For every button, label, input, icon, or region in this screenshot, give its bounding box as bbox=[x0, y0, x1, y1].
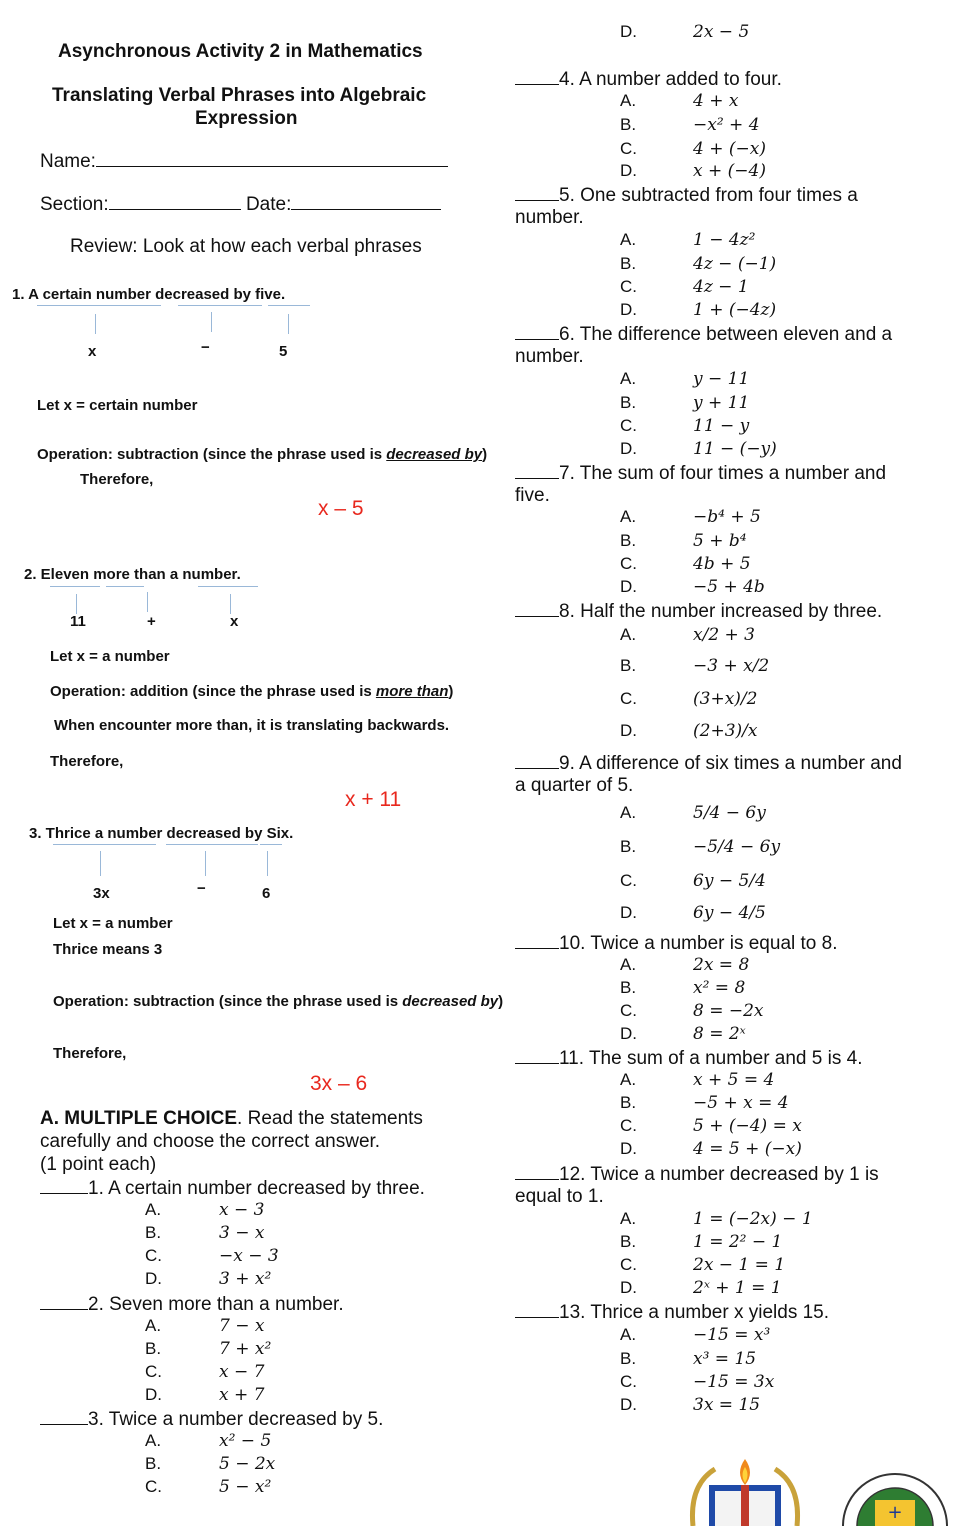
question-3: 3. Twice a number decreased by 5. bbox=[40, 1408, 383, 1431]
q8-choice-b-expr: −3 + x/2 bbox=[693, 656, 770, 676]
q9-choice-d-expr: 6y − 4/5 bbox=[693, 903, 766, 923]
answer-blank-5[interactable] bbox=[515, 184, 559, 201]
question-7-cont: five. bbox=[515, 485, 550, 506]
answer-blank-13[interactable] bbox=[515, 1301, 559, 1318]
q10-choice-a[interactable]: A. bbox=[620, 955, 637, 974]
department-logo bbox=[685, 1455, 805, 1526]
q9-choice-c-expr: 6y − 5/4 bbox=[693, 871, 766, 891]
mc-heading: A. MULTIPLE CHOICE. Read the statements bbox=[40, 1108, 423, 1129]
question-12-cont: equal to 1. bbox=[515, 1186, 604, 1207]
q10-choice-d[interactable]: D. bbox=[620, 1024, 637, 1043]
example2-therefore: Therefore, bbox=[50, 753, 124, 770]
q9-choice-d[interactable]: D. bbox=[620, 903, 637, 922]
name-row bbox=[40, 150, 448, 173]
question-6-cont: number. bbox=[515, 346, 584, 367]
example2-phrase: 2. Eleven more than a number. bbox=[24, 566, 241, 583]
q13-choice-d-expr: 3x = 15 bbox=[693, 1395, 761, 1415]
q1-choice-b-expr: 3 − x bbox=[219, 1223, 265, 1243]
example3-operation: Operation: subtraction (since the phrase used is decreased by) bbox=[53, 993, 504, 1010]
example1-part-1: x bbox=[88, 343, 97, 360]
answer-blank-11[interactable] bbox=[515, 1047, 559, 1064]
q2-choice-a-expr: 7 − x bbox=[219, 1316, 265, 1336]
question-1: 1. A certain number decreased by three. bbox=[40, 1177, 425, 1200]
q2-choice-c[interactable]: C. bbox=[145, 1362, 162, 1381]
question-11: 11. The sum of a number and 5 is 4. bbox=[515, 1047, 862, 1070]
q1-choice-d[interactable]: D. bbox=[145, 1269, 162, 1288]
q8-choice-d[interactable]: D. bbox=[620, 721, 637, 740]
q7-choice-a-expr: −b⁴ + 5 bbox=[693, 507, 761, 527]
answer-blank-12[interactable] bbox=[515, 1163, 559, 1180]
q1-choice-c-expr: −x − 3 bbox=[219, 1246, 279, 1266]
q9-choice-c[interactable]: C. bbox=[620, 871, 637, 890]
q5-choice-a-expr: 1 − 4z² bbox=[693, 230, 756, 250]
answer-blank-4[interactable] bbox=[515, 68, 559, 85]
school-seal-logo bbox=[840, 1470, 950, 1526]
answer-blank-2[interactable] bbox=[40, 1293, 88, 1310]
q1-choice-b[interactable]: B. bbox=[145, 1223, 162, 1242]
q7-choice-a[interactable]: A. bbox=[620, 507, 637, 526]
example2-part-3: x bbox=[230, 613, 239, 630]
q4-choice-b-expr: −x² + 4 bbox=[693, 115, 760, 135]
question-10: 10. Twice a number is equal to 8. bbox=[515, 932, 837, 955]
example3-let: Let x = a number bbox=[53, 915, 173, 932]
q3-choice-a-expr: x² − 5 bbox=[219, 1431, 272, 1451]
q13-choice-c-expr: −15 = 3x bbox=[693, 1372, 775, 1392]
q6-choice-a[interactable]: A. bbox=[620, 369, 637, 388]
q13-choice-a-expr: −15 = x³ bbox=[693, 1325, 771, 1345]
q11-choice-b-expr: −5 + x = 4 bbox=[693, 1093, 789, 1113]
q6-choice-b-expr: y + 11 bbox=[693, 393, 750, 413]
top-choice-d[interactable]: D. bbox=[620, 22, 637, 41]
q6-choice-d[interactable]: D. bbox=[620, 439, 637, 458]
question-13: 13. Thrice a number x yields 15. bbox=[515, 1301, 829, 1324]
question-12: 12. Twice a number decreased by 1 is bbox=[515, 1163, 879, 1186]
example3-answer: 3x – 6 bbox=[310, 1072, 368, 1095]
example1-answer: x – 5 bbox=[318, 497, 364, 520]
q11-choice-d-expr: 4 = 5 + (−x) bbox=[693, 1139, 802, 1159]
q7-choice-b[interactable]: B. bbox=[620, 531, 637, 550]
q7-choice-b-expr: 5 + b⁴ bbox=[693, 531, 747, 551]
q5-choice-c[interactable]: C. bbox=[620, 277, 637, 296]
example2-answer: x + 11 bbox=[345, 788, 402, 811]
q5-choice-d-expr: 1 + (−4z) bbox=[693, 300, 777, 320]
q1-choice-a[interactable]: A. bbox=[145, 1200, 162, 1219]
section-date-row bbox=[40, 193, 441, 216]
q2-choice-c-expr: x − 7 bbox=[219, 1362, 265, 1382]
q4-choice-b[interactable]: B. bbox=[620, 115, 637, 134]
example3-therefore: Therefore, bbox=[53, 1045, 127, 1062]
mc-instructions: carefully and choose the correct answer. bbox=[40, 1131, 381, 1152]
q8-choice-a[interactable]: A. bbox=[620, 625, 637, 644]
example1-therefore: Therefore, bbox=[80, 471, 154, 488]
q13-choice-d[interactable]: D. bbox=[620, 1395, 637, 1414]
q3-choice-c-expr: 5 − x² bbox=[219, 1477, 272, 1497]
mc-points: (1 point each) bbox=[40, 1154, 157, 1175]
q8-choice-b[interactable]: B. bbox=[620, 656, 637, 675]
date-label: Date: bbox=[245, 194, 292, 215]
section-blank[interactable] bbox=[109, 193, 241, 210]
q13-choice-b-expr: x³ = 15 bbox=[693, 1349, 757, 1369]
q8-choice-a-expr: x/2 + 3 bbox=[693, 625, 755, 645]
q12-choice-d-expr: 2ˣ + 1 = 1 bbox=[693, 1278, 782, 1298]
question-5-cont: number. bbox=[515, 207, 584, 228]
q4-choice-a[interactable]: A. bbox=[620, 91, 637, 110]
q1-choice-a-expr: x − 3 bbox=[219, 1200, 265, 1220]
question-7: 7. The sum of four times a number and bbox=[515, 462, 886, 485]
q7-choice-d-expr: −5 + 4b bbox=[693, 577, 765, 597]
q9-choice-b-expr: −5/4 − 6y bbox=[693, 837, 781, 857]
q5-choice-a[interactable]: A. bbox=[620, 230, 637, 249]
q12-choice-a[interactable]: A. bbox=[620, 1209, 637, 1228]
example2-part-2: + bbox=[147, 613, 156, 630]
q12-choice-b-expr: 1 = 2² − 1 bbox=[693, 1232, 783, 1252]
q11-choice-c-expr: 5 + (−4) = x bbox=[693, 1116, 802, 1136]
q3-choice-b-expr: 5 − 2x bbox=[219, 1454, 276, 1474]
q2-choice-b[interactable]: B. bbox=[145, 1339, 162, 1358]
q2-choice-d[interactable]: D. bbox=[145, 1385, 162, 1404]
question-8: 8. Half the number increased by three. bbox=[515, 600, 882, 623]
activity-subtitle-line1: Translating Verbal Phrases into Algebraic bbox=[52, 85, 427, 106]
q12-choice-b[interactable]: B. bbox=[620, 1232, 637, 1251]
q2-choice-b-expr: 7 + x² bbox=[219, 1339, 272, 1359]
q8-choice-c-expr: (3+x)/2 bbox=[693, 689, 758, 709]
top-choice-d-expr: 2x − 5 bbox=[693, 22, 750, 42]
example1-operation: Operation: subtraction (since the phrase used is decreased by) bbox=[37, 446, 488, 463]
example1-phrase: 1. A certain number decreased by five. bbox=[12, 286, 286, 303]
example3-phrase: 3. Thrice a number decreased by Six. bbox=[29, 825, 294, 842]
answer-blank-7[interactable] bbox=[515, 462, 559, 479]
q5-choice-c-expr: 4z − 1 bbox=[693, 277, 749, 297]
q11-choice-a-expr: x + 5 = 4 bbox=[693, 1070, 775, 1090]
q13-choice-b[interactable]: B. bbox=[620, 1349, 637, 1368]
example2-operation: Operation: addition (since the phrase used is more than) bbox=[50, 683, 454, 700]
q12-choice-a-expr: 1 = (−2x) − 1 bbox=[693, 1209, 813, 1229]
question-2: 2. Seven more than a number. bbox=[40, 1293, 344, 1316]
activity-subtitle-line2: Expression bbox=[195, 108, 298, 129]
q10-choice-c-expr: 8 = −2x bbox=[693, 1001, 764, 1021]
q10-choice-b[interactable]: B. bbox=[620, 978, 637, 997]
example3-thrice: Thrice means 3 bbox=[53, 941, 163, 958]
q8-choice-d-expr: (2+3)/x bbox=[693, 721, 758, 741]
q6-choice-c-expr: 11 − y bbox=[693, 416, 750, 436]
q6-choice-b[interactable]: B. bbox=[620, 393, 637, 412]
q1-choice-c[interactable]: C. bbox=[145, 1246, 162, 1265]
example2-part-1: 11 bbox=[70, 613, 86, 630]
question-5: 5. One subtracted from four times a bbox=[515, 184, 858, 207]
answer-blank-8[interactable] bbox=[515, 600, 559, 617]
q6-choice-d-expr: 11 − (−y) bbox=[693, 439, 777, 459]
question-6: 6. The difference between eleven and a bbox=[515, 323, 892, 346]
q13-choice-a[interactable]: A. bbox=[620, 1325, 637, 1344]
example3-part-3: 6 bbox=[262, 885, 271, 902]
q10-choice-c[interactable]: C. bbox=[620, 1001, 637, 1020]
q12-choice-d[interactable]: D. bbox=[620, 1278, 637, 1297]
q8-choice-c[interactable]: C. bbox=[620, 689, 637, 708]
q6-choice-c[interactable]: C. bbox=[620, 416, 637, 435]
example3-part-1: 3x bbox=[93, 885, 110, 902]
q2-choice-a[interactable]: A. bbox=[145, 1316, 162, 1335]
q1-choice-d-expr: 3 + x² bbox=[219, 1269, 272, 1289]
q11-choice-b[interactable]: B. bbox=[620, 1093, 637, 1112]
q12-choice-c[interactable]: C. bbox=[620, 1255, 637, 1274]
q4-choice-a-expr: 4 + x bbox=[693, 91, 739, 111]
q3-choice-b[interactable]: B. bbox=[145, 1454, 162, 1473]
example2-let: Let x = a number bbox=[50, 648, 170, 665]
example2-note: When encounter more than, it is translating backwards. bbox=[54, 717, 450, 734]
date-blank[interactable] bbox=[291, 193, 441, 210]
answer-blank-1[interactable] bbox=[40, 1177, 88, 1194]
q5-choice-d[interactable]: D. bbox=[620, 300, 637, 319]
review-intro: Review: Look at how each verbal phrases bbox=[70, 236, 422, 257]
q2-choice-d-expr: x + 7 bbox=[219, 1385, 265, 1405]
section-label: Section: bbox=[40, 194, 109, 215]
q7-choice-c[interactable]: C. bbox=[620, 554, 637, 573]
answer-blank-6[interactable] bbox=[515, 323, 559, 340]
answer-blank-10[interactable] bbox=[515, 932, 559, 949]
name-label: Name: bbox=[40, 151, 96, 172]
q4-choice-d[interactable]: D. bbox=[620, 161, 637, 180]
q9-choice-a[interactable]: A. bbox=[620, 803, 637, 822]
q7-choice-c-expr: 4b + 5 bbox=[693, 554, 751, 574]
q10-choice-b-expr: x² = 8 bbox=[693, 978, 746, 998]
q3-choice-c[interactable]: C. bbox=[145, 1477, 162, 1496]
q4-choice-d-expr: x + (−4) bbox=[693, 161, 766, 181]
q12-choice-c-expr: 2x − 1 = 1 bbox=[693, 1255, 786, 1275]
q11-choice-d[interactable]: D. bbox=[620, 1139, 637, 1158]
question-9-cont: a quarter of 5. bbox=[515, 775, 634, 796]
question-9: 9. A difference of six times a number and bbox=[515, 752, 902, 775]
q9-choice-b[interactable]: B. bbox=[620, 837, 637, 856]
q4-choice-c-expr: 4 + (−x) bbox=[693, 139, 766, 159]
q5-choice-b-expr: 4z − (−1) bbox=[693, 254, 777, 274]
q10-choice-a-expr: 2x = 8 bbox=[693, 955, 750, 975]
answer-blank-9[interactable] bbox=[515, 752, 559, 769]
q10-choice-d-expr: 8 = 2ˣ bbox=[693, 1024, 746, 1044]
svg-text:+: + bbox=[887, 1502, 903, 1523]
q9-choice-a-expr: 5/4 − 6y bbox=[693, 803, 766, 823]
example3-part-2: − bbox=[197, 880, 206, 897]
example1-part-3: 5 bbox=[279, 343, 288, 360]
q13-choice-c[interactable]: C. bbox=[620, 1372, 637, 1391]
q11-choice-c[interactable]: C. bbox=[620, 1116, 637, 1135]
question-4: 4. A number added to four. bbox=[515, 68, 782, 91]
example1-let: Let x = certain number bbox=[37, 397, 198, 414]
example1-part-2: − bbox=[201, 339, 210, 356]
q6-choice-a-expr: y − 11 bbox=[693, 369, 750, 389]
q4-choice-c[interactable]: C. bbox=[620, 139, 637, 158]
q11-choice-a[interactable]: A. bbox=[620, 1070, 637, 1089]
activity-title: Asynchronous Activity 2 in Mathematics bbox=[58, 41, 423, 62]
q7-choice-d[interactable]: D. bbox=[620, 577, 637, 596]
name-blank[interactable] bbox=[96, 150, 448, 167]
q3-choice-a[interactable]: A. bbox=[145, 1431, 162, 1450]
answer-blank-3[interactable] bbox=[40, 1408, 88, 1425]
q5-choice-b[interactable]: B. bbox=[620, 254, 637, 273]
